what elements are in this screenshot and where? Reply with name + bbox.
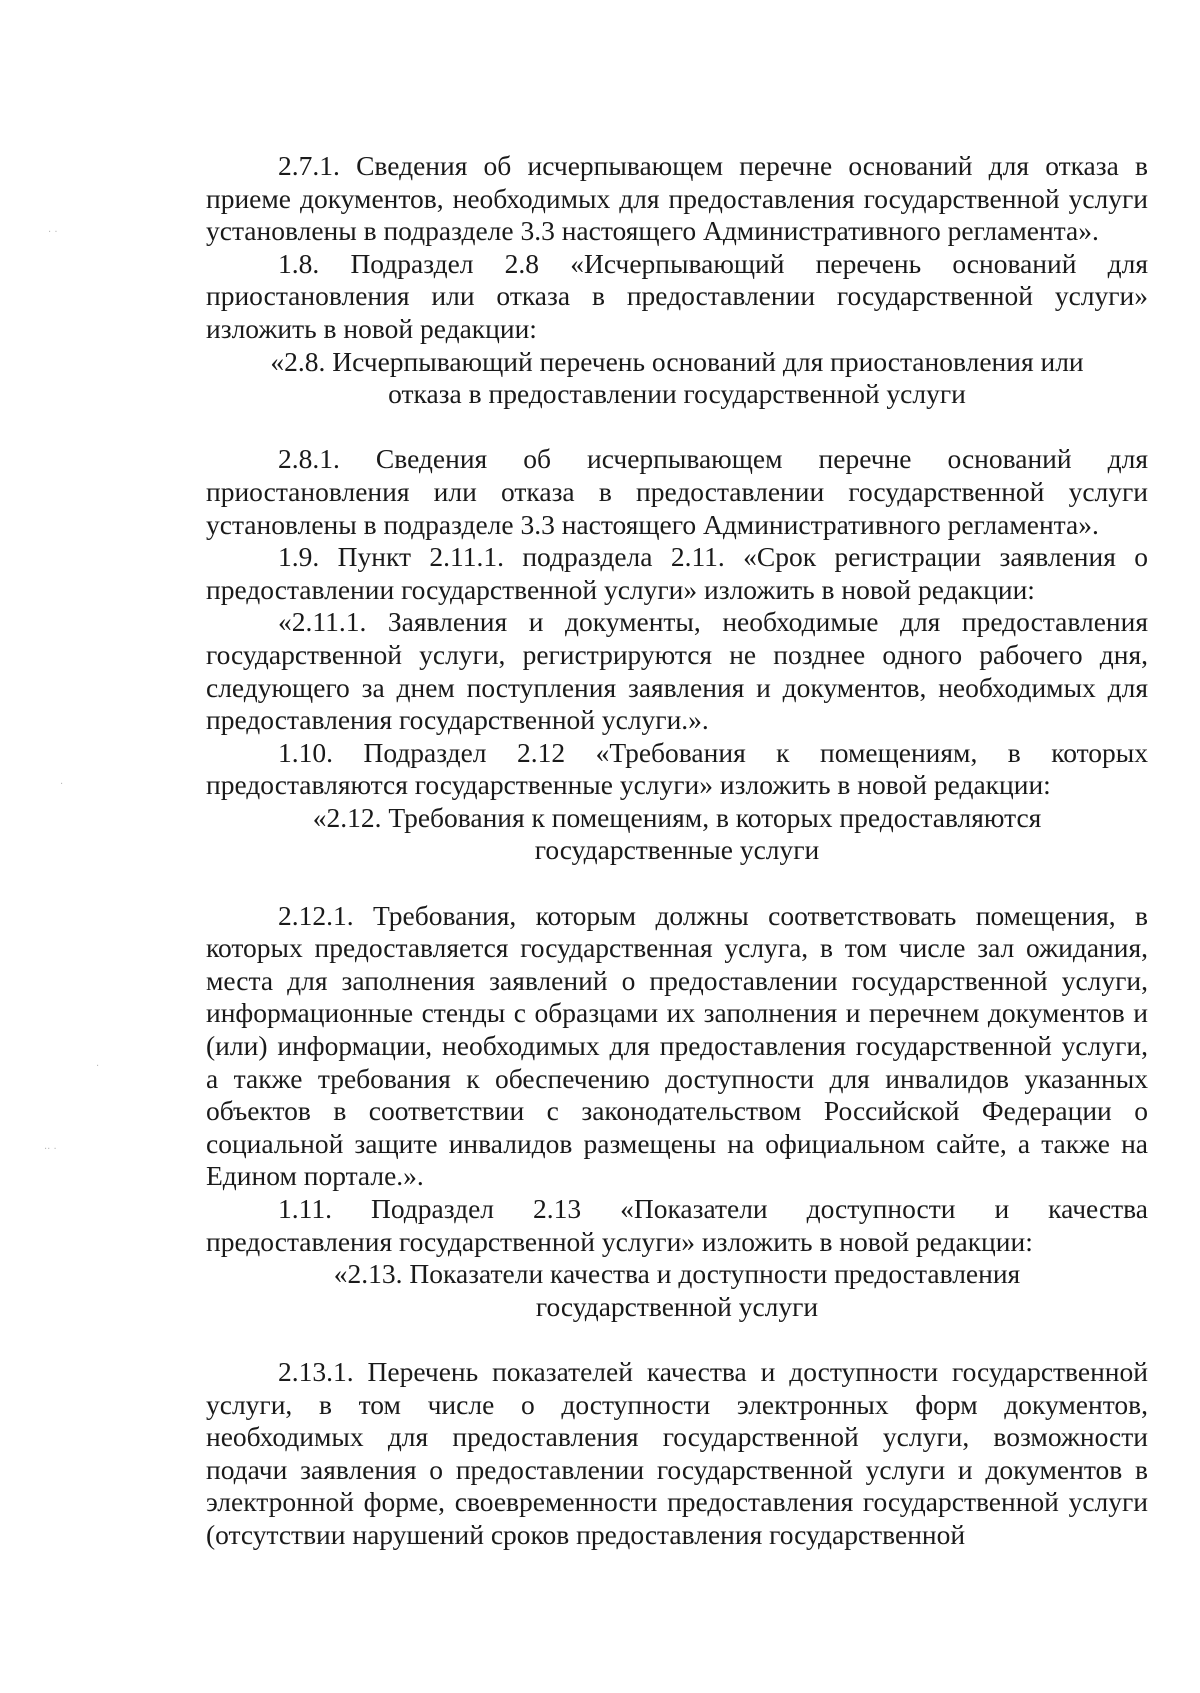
section-title-2-12-line1: «2.12. Требования к помещениям, в которых предоставляются bbox=[312, 801, 1042, 833]
paragraph-1-10: 1.10. Подраздел 2.12 «Требования к помещениям, в которых предоставляются государственные услуги» изложить в новой редакции: bbox=[206, 736, 1148, 801]
spacer bbox=[206, 867, 1148, 900]
paragraph-1-11: 1.11. Подраздел 2.13 «Показатели доступности и качества предоставления государственной услуги» изложить в новой редакции: bbox=[206, 1193, 1148, 1257]
paragraph-1-8: 1.8. Подраздел 2.8 «Исчерпывающий перечень оснований для приостановления или отказа в предоставлении государственной услуги» изложить в новой редакции: bbox=[206, 247, 1148, 344]
section-title-2-8-line1: «2.8. Исчерпывающий перечень оснований для приостановления или bbox=[270, 345, 1084, 377]
section-title-2-13-line1: «2.13. Показатели качества и доступности предоставления bbox=[333, 1258, 1021, 1290]
paragraph-2-8-1: 2.8.1. Сведения об исчерпывающем перечне оснований для приостановления или отказа в предоставлении государственной услуги установлены в подразделе 3.3 настоящего Административного регламента». bbox=[206, 443, 1148, 540]
scan-speck: · bbox=[60, 779, 64, 790]
paragraph-2-7-1: 2.7.1. Сведения об исчерпывающем перечне оснований для отказа в приеме документов, необходимых для предоставления государственной услуги установлены в подразделе 3.3 настоящего Административного регламента». bbox=[206, 150, 1148, 247]
paragraph-2-12-1: 2.12.1. Требования, которым должны соответствовать помещения, в которых предоставляется государственная услуга, в том числе зал ожидания, места для заполнения заявлений о предоставлении государственной услуги, информационные стенды с образцами их заполнения и перечнем документов и (или) информации, необходимых для предоставления государственной услуги, а также требования к обеспечению доступности для инвалидов указанных объектов в соответствии с законодательством Российской Федерации о социальной защите инвалидов размещены на официальном сайте, а также на Едином портале.». bbox=[206, 899, 1148, 1192]
spacer bbox=[206, 411, 1148, 444]
section-title-2-8-line2: отказа в предоставлении государственной услуги bbox=[388, 378, 966, 410]
paragraph-1-9: 1.9. Пункт 2.11.1. подраздела 2.11. «Срок регистрации заявления о предоставлении государственной услуги» изложить в новой редакции: bbox=[206, 541, 1148, 605]
scan-speck: ·· · bbox=[44, 1144, 57, 1155]
scan-speck: · · bbox=[48, 227, 58, 238]
section-title-2-12-line2: государственные услуги bbox=[534, 834, 820, 866]
scan-speck: · bbox=[96, 1061, 100, 1072]
section-title-2-13-line2: государственной услуги bbox=[535, 1290, 819, 1322]
paragraph-2-13-1: 2.13.1. Перечень показателей качества и доступности государственной услуги, в том числе о доступности электронных форм документов, необходимых для предоставления государственной услуги, возможности подачи заявления о предоставлении государственной услуги и документов в электронной форме, своевременности предоставления государственной услуги (отсутствии нарушений сроков предоставления государственной bbox=[206, 1355, 1148, 1550]
paragraph-2-11-1: «2.11.1. Заявления и документы, необходимые для предоставления государственной услуги, регистрируются не позднее одного рабочего дня, следующего за днем поступления заявления и документов, необходимых для предоставления государственной услуги.». bbox=[206, 606, 1148, 736]
document-page bbox=[206, 150, 1148, 1552]
spacer bbox=[206, 1323, 1148, 1356]
